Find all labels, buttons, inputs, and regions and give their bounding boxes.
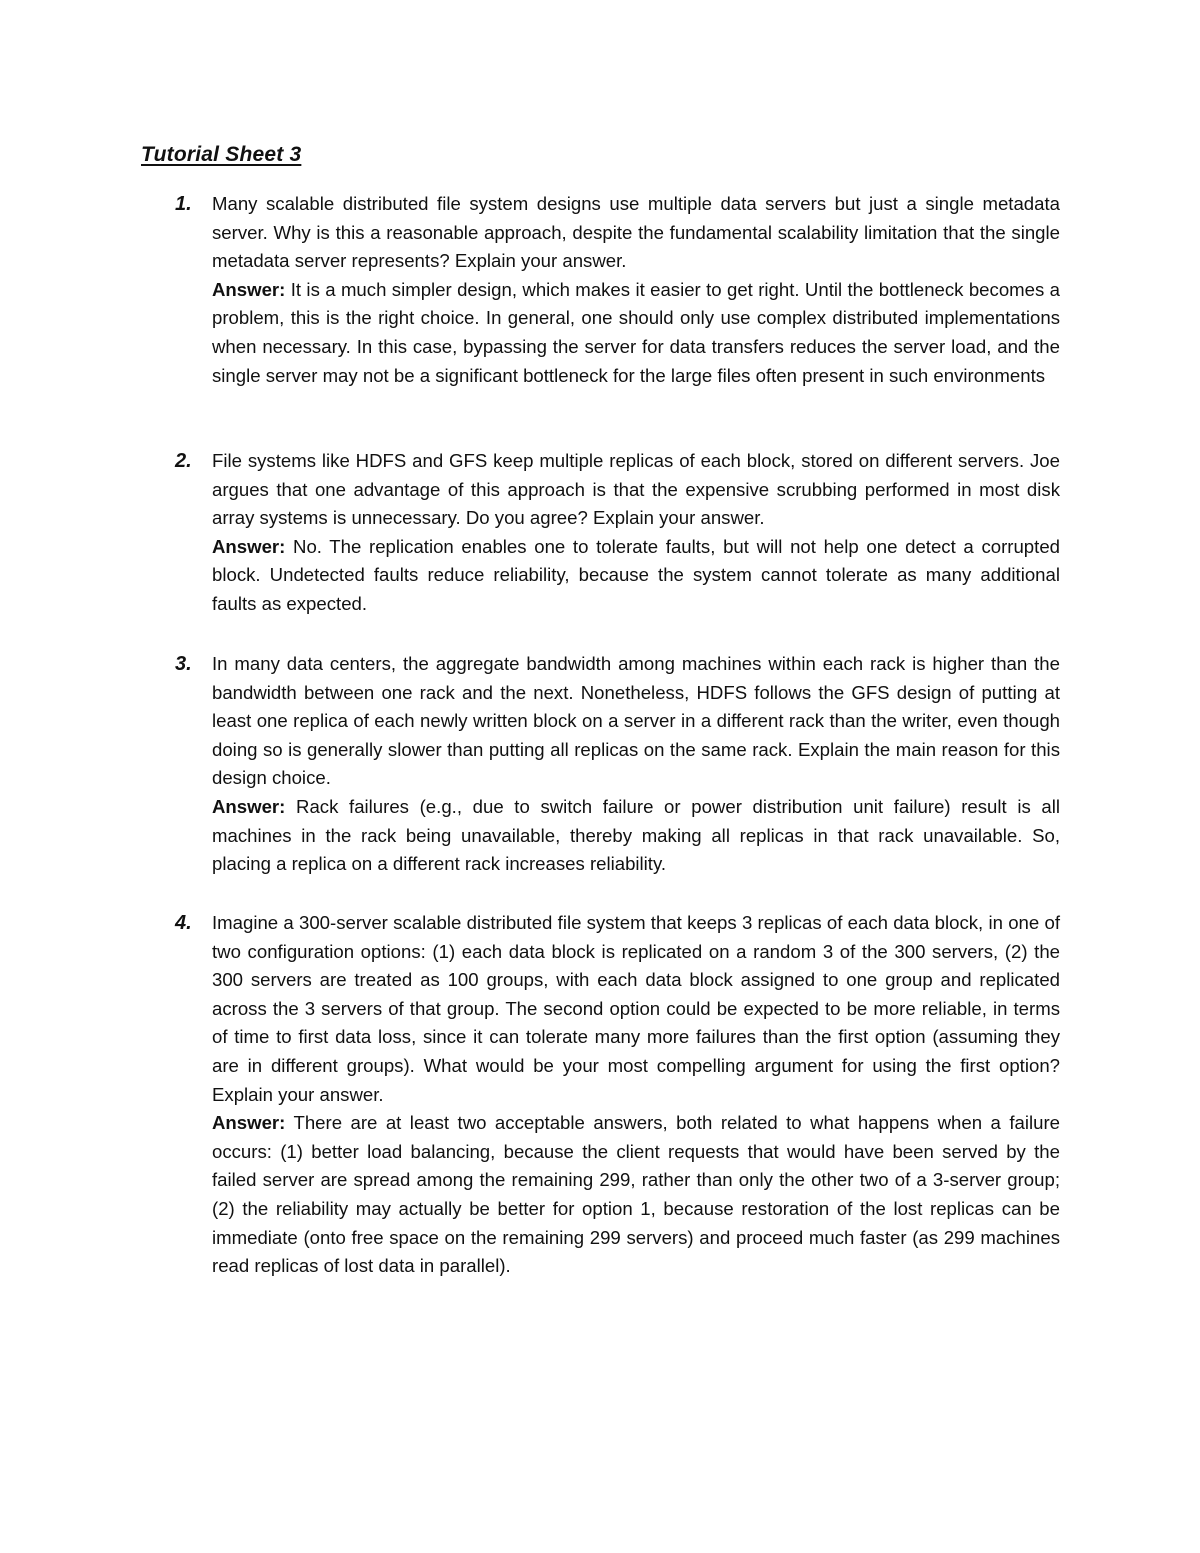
question-text: File systems like HDFS and GFS keep multiple replicas of each block, stored on different servers. Joe argues that one advantage of this approach is that the expensive scrubbing performed in most disk array systems is unnecessary. Do you agree? Explain your answer. — [212, 450, 1060, 529]
answer-label: Answer: — [212, 278, 286, 300]
question-item-4 — [175, 909, 1060, 1281]
question-number: 2. — [175, 450, 192, 472]
answer-text: There are at least two acceptable answers, both related to what happens when a failure occurs: (1) better load balancing, because the client requests that would have been served by the failed server are spread among the remaining 299, rather than only the other two of a 3-server group; (2) the reliability may actually be better for option 1, because restoration of the lost replicas can be immediate (onto free space on the remaining 299 servers) and proceed much faster (as 299 machines read replicas of lost data in parallel). — [212, 1112, 1060, 1277]
answer-text: No. The replication enables one to tolerate faults, but will not help one detect a corrupted block. Undetected faults reduce reliability, because the system cannot tolerate as many additional faults as expected. — [212, 535, 1060, 614]
question-item-2 — [175, 447, 1060, 619]
answer-label: Answer: — [212, 1112, 286, 1134]
answer-label: Answer: — [212, 795, 286, 817]
question-number: 4. — [175, 912, 192, 934]
answer-block — [212, 793, 1060, 879]
question-text: Many scalable distributed file system designs use multiple data servers but just a single metadata server. Why is this a reasonable approach, despite the fundamental scalability limitation that the single metadata server represents? Explain your answer. — [212, 193, 1060, 272]
question-number: 1. — [175, 193, 192, 215]
answer-block — [212, 1109, 1060, 1281]
question-item-3 — [175, 650, 1061, 879]
document-title: Tutorial Sheet 3 — [141, 143, 302, 166]
question-text: Imagine a 300-server scalable distributed file system that keeps 3 replicas of each data block, in one of two configuration options: (1) each data block is replicated on a random 3 of the 300 servers, (2) the 300 servers are treated as 100 groups, with each data block assigned to one group and replicated across the 3 servers of that group. The second option could be expected to be more reliable, in terms of time to first data loss, since it can tolerate many more failures than the first option (assuming they are in different groups). What would be your most compelling argument for using the first option? Explain your answer. — [212, 912, 1060, 1105]
question-number: 3. — [175, 653, 192, 675]
answer-block — [212, 276, 1060, 390]
question-item-1 — [175, 190, 1060, 390]
answer-text: It is a much simpler design, which makes it easier to get right. Until the bottleneck becomes a problem, this is the right choice. In general, one should only use complex distributed implementations when necessary. In this case, bypassing the server for data transfers reduces the server load, and the single server may not be a significant bottleneck for the large files often present in such environments — [212, 278, 1060, 386]
question-text: In many data centers, the aggregate bandwidth among machines within each rack is higher than the bandwidth between one rack and the next. Nonetheless, HDFS follows the GFS design of putting at least one replica of each newly written block on a server in a different rack than the writer, even though doing so is generally slower than putting all replicas on the same rack. Explain the main reason for this design choice. — [212, 653, 1060, 789]
answer-block — [212, 533, 1060, 619]
answer-label: Answer: — [212, 535, 286, 557]
answer-text: Rack failures (e.g., due to switch failure or power distribution unit failure) result is all machines in the rack being unavailable, thereby making all replicas in that rack unavailable. So, placing a replica on a different rack increases reliability. — [212, 795, 1061, 875]
